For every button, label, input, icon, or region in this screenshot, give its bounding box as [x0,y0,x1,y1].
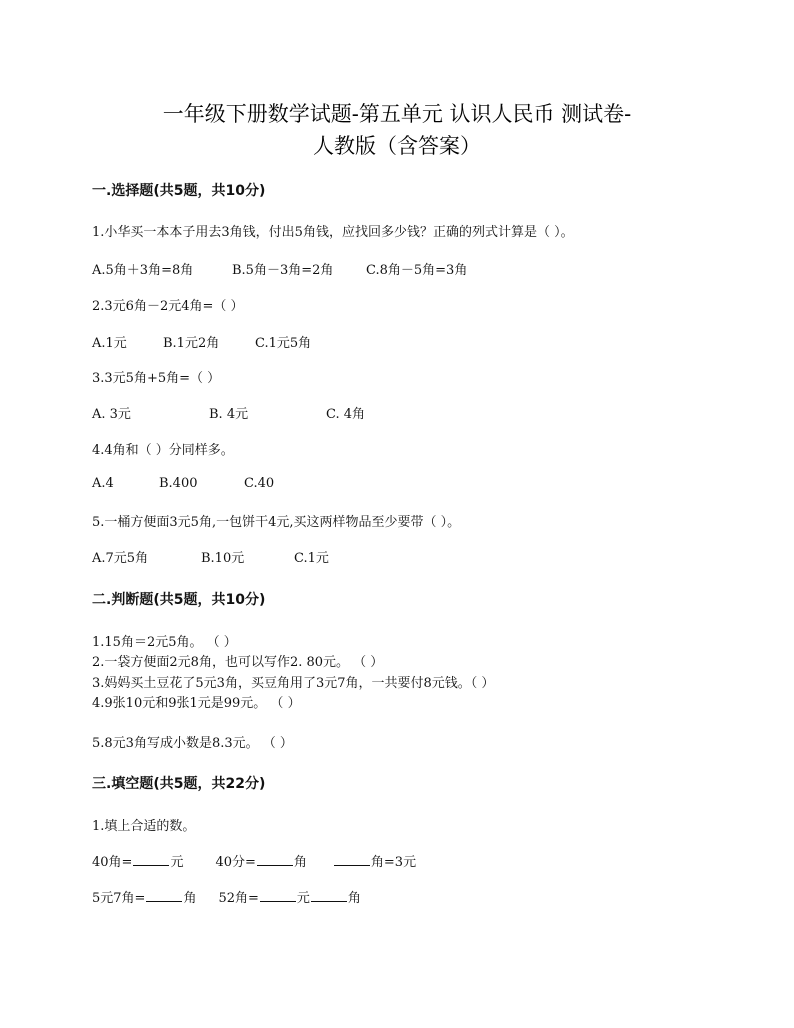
option-a: A.4 [92,476,114,491]
question-4: 4.4角和（ ）分同样多。 [92,443,234,458]
answer-blank[interactable] [311,888,347,902]
question-5: 5.一桶方便面3元5角,一包饼干4元,买这两样物品至少要带（ ）。 [92,515,461,530]
section3-heading: 三.填空题(共5题，共22分) [92,776,266,792]
option-b: B.1元2角 [163,336,220,351]
option-b: B.10元 [201,551,245,566]
fill-row-2 [92,887,361,906]
question-5-options [92,547,329,566]
judge-item-3: 3.妈妈买土豆花了5元3角，买豆角用了3元7角，一共要付8元钱。（ ） [92,676,495,691]
option-b: B.5角－3角=2角 [232,263,334,278]
question-1: 1.小华买一本本子用去3角钱，付出5角钱，应找回多少钱？正确的列式计算是（ ）。 [92,225,574,240]
fill-row-1 [92,851,416,870]
fill-2b-suffix: 角 [347,891,361,906]
fill-1a-suffix: 元 [170,855,184,870]
question-2-options [92,332,311,351]
option-b: B. 4元 [209,407,249,422]
answer-blank[interactable] [334,852,370,866]
option-c: C.1元5角 [255,336,312,351]
fill-1b-suffix: 角 [293,855,307,870]
option-a: A.5角＋3角=8角 [92,263,194,278]
fill-2a-suffix: 角 [183,891,197,906]
answer-blank[interactable] [260,888,296,902]
question-3: 3.3元5角+5角=（ ） [92,371,221,386]
section2-heading: 二.判断题(共5题，共10分) [92,592,266,608]
option-c: C.8角－5角=3角 [366,263,468,278]
option-c: C. 4角 [326,407,366,422]
answer-blank[interactable] [257,852,293,866]
fill-2a-prefix: 5元7角= [92,891,146,906]
option-a: A.7元5角 [92,551,149,566]
answer-blank[interactable] [133,852,169,866]
judge-item-4: 4.9张10元和9张1元是99元。 （ ） [92,696,301,711]
option-b: B.400 [159,476,198,491]
section1-heading: 一.选择题(共5题，共10分) [92,183,266,199]
judge-item-1: 1.15角＝2元5角。 （ ） [92,635,237,650]
question-2: 2.3元6角－2元4角=（ ） [92,299,244,314]
fill-2b-prefix: 52角= [218,891,259,906]
option-c: C.40 [244,476,275,491]
judge-item-5: 5.8元3角写成小数是8.3元。 （ ） [92,736,293,751]
fill-1b-prefix: 40分= [215,855,256,870]
fill-question-1: 1.填上合适的数。 [92,819,196,834]
option-a: A. 3元 [92,407,131,422]
option-c: C.1元 [294,551,329,566]
judge-item-2: 2.一袋方便面2元8角，也可以写作2. 80元。 （ ） [92,655,384,670]
answer-blank[interactable] [146,888,182,902]
fill-1a-prefix: 40角= [92,855,133,870]
question-1-options [92,259,467,278]
option-a: A.1元 [92,336,127,351]
document-title-line1: 一年级下册数学试题-第五单元 认识人民币 测试卷- [162,102,632,126]
question-3-options [92,403,365,422]
question-4-options [92,476,274,491]
document-title-line2: 人教版（含答案） [313,134,481,158]
fill-2b-mid: 元 [296,891,310,906]
fill-1c-suffix: 角=3元 [370,855,417,870]
